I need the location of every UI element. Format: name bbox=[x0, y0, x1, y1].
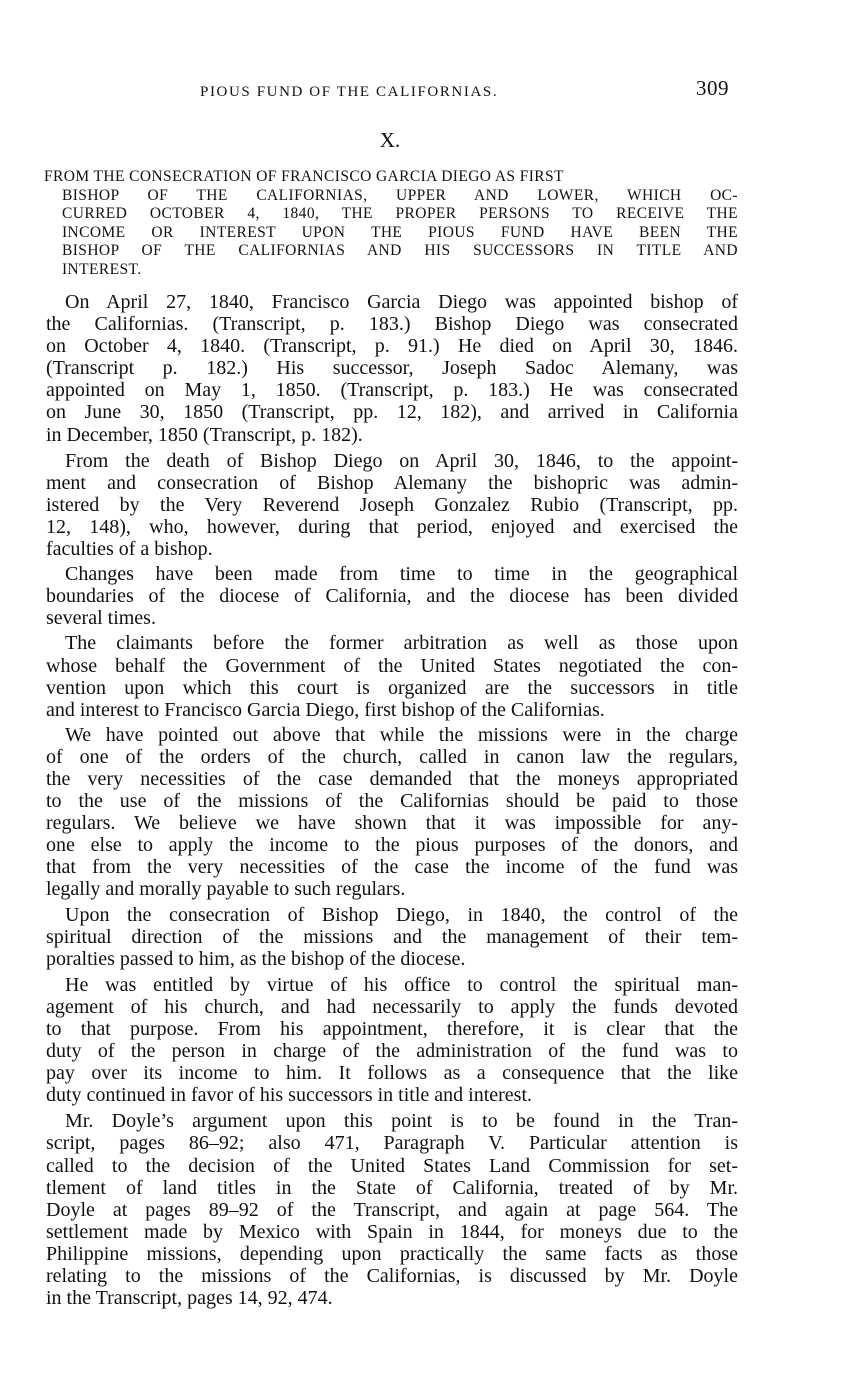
paragraph-line: in the Transcript, pages 14, 92, 474. bbox=[46, 1287, 333, 1310]
paragraph-line: Upon the consecration of Bishop Diego, in 1840, the control of the bbox=[65, 903, 738, 926]
paragraph-line: on June 30, 1850 (Transcript, pp. 12, 182), and arrived in California bbox=[46, 401, 738, 424]
paragraph-line: to the use of the missions of the Californias should be paid to those bbox=[46, 790, 738, 813]
paragraph-line: the Californias. (Transcript, p. 183.) Bishop Diego was consecrated bbox=[46, 313, 738, 336]
paragraph-line: On April 27, 1840, Francisco Garcia Diego was appointed bishop of bbox=[65, 291, 738, 313]
paragraph bbox=[46, 1110, 738, 1309]
heading-line: BISHOP OF THE CALIFORNIAS, UPPER AND LOWER, WHICH OC- bbox=[62, 186, 738, 204]
paragraph bbox=[46, 563, 738, 629]
paragraph-line: The claimants before the former arbitration as well as those upon bbox=[65, 632, 738, 655]
paragraph-line: regulars. We believe we have shown that it was impossible for any- bbox=[46, 812, 738, 835]
paragraph-line: called to the decision of the United States Land Commission for set- bbox=[46, 1154, 738, 1177]
paragraph bbox=[46, 974, 738, 1107]
heading-line: CURRED OCTOBER 4, 1840, THE PROPER PERSONS TO RECEIVE THE bbox=[62, 205, 738, 223]
paragraph-line: boundaries of the diocese of California, and the diocese has been divided bbox=[46, 585, 738, 608]
paragraph-line: several times. bbox=[46, 607, 156, 630]
paragraph bbox=[46, 291, 738, 446]
paragraph-line: duty continued in favor of his successors in title and interest. bbox=[46, 1084, 533, 1107]
paragraph bbox=[46, 632, 738, 720]
running-head: PIOUS FUND OF THE CALIFORNIAS. bbox=[200, 84, 499, 100]
paragraph-line: of one of the orders of the church, called in canon law the regulars, bbox=[46, 745, 738, 768]
paragraph-line: on October 4, 1840. (Transcript, p. 91.) He died on April 30, 1846. bbox=[46, 335, 738, 358]
paragraph-line: duty of the person in charge of the administration of the fund was to bbox=[46, 1040, 738, 1063]
body-text bbox=[46, 291, 738, 1309]
heading-line: BISHOP OF THE CALIFORNIAS AND HIS SUCCESSORS IN TITLE AND bbox=[62, 242, 738, 260]
paragraph-line: faculties of a bishop. bbox=[46, 538, 213, 561]
section-number: X. bbox=[379, 128, 401, 152]
paragraph-line: tlement of land titles in the State of California, treated of by Mr. bbox=[46, 1176, 738, 1199]
paragraph-line: settlement made by Mexico with Spain in 1844, for moneys due to the bbox=[46, 1220, 738, 1243]
paragraph bbox=[46, 724, 738, 901]
paragraph bbox=[46, 904, 738, 970]
paragraph-line: whose behalf the Government of the United States negotiated the con- bbox=[46, 654, 738, 677]
paragraph-line: Philippine missions, depending upon practically the same facts as those bbox=[46, 1242, 738, 1265]
paragraph-line: that from the very necessities of the case the income of the fund was bbox=[46, 856, 738, 879]
heading-line: INCOME OR INTEREST UPON THE PIOUS FUND HAVE BEEN THE bbox=[62, 223, 738, 241]
paragraph-line: From the death of Bishop Diego on April 30, 1846, to the appoint- bbox=[65, 449, 738, 472]
paragraph-line: (Transcript p. 182.) His successor, Joseph Sadoc Alemany, was bbox=[46, 357, 738, 380]
paragraph-line: in December, 1850 (Transcript, p. 182). bbox=[46, 423, 363, 446]
paragraph-line: one else to apply the income to the pious purposes of the donors, and bbox=[46, 834, 738, 857]
paragraph-line: script, pages 86–92; also 471, Paragraph V. Particular attention is bbox=[46, 1132, 738, 1155]
paragraph-line: vention upon which this court is organized are the successors in title bbox=[46, 676, 738, 699]
section-heading bbox=[44, 168, 738, 280]
paragraph-line: ment and consecration of Bishop Alemany the bishopric was admin- bbox=[46, 471, 738, 494]
heading-line: INTEREST. bbox=[62, 260, 142, 278]
paragraph-line: the very necessities of the case demanded that the moneys appropriated bbox=[46, 767, 738, 790]
paragraph-line: He was entitled by virtue of his office to control the spiritual man- bbox=[65, 973, 738, 996]
paragraph-line: poralties passed to him, as the bishop of the diocese. bbox=[46, 947, 466, 970]
paragraph-line: istered by the Very Reverend Joseph Gonzalez Rubio (Transcript, pp. bbox=[46, 493, 738, 516]
paragraph-line: Doyle at pages 89–92 of the Transcript, and again at page 564. The bbox=[46, 1198, 738, 1221]
page-number: 309 bbox=[696, 76, 729, 100]
paragraph-line: relating to the missions of the Californias, is discussed by Mr. Doyle bbox=[46, 1265, 738, 1288]
paragraph-line: We have pointed out above that while the missions were in the charge bbox=[65, 723, 738, 746]
paragraph-line: and interest to Francisco Garcia Diego, first bishop of the Californias. bbox=[46, 698, 605, 721]
paragraph-line: Changes have been made from time to time in the geographical bbox=[65, 563, 738, 586]
paragraph-line: appointed on May 1, 1850. (Transcript, p. 183.) He was consecrated bbox=[46, 379, 738, 402]
paragraph-line: pay over its income to him. It follows as a consequence that the like bbox=[46, 1062, 738, 1085]
paragraph-line: 12, 148), who, however, during that period, enjoyed and exercised the bbox=[46, 515, 738, 538]
heading-line: FROM THE CONSECRATION OF FRANCISCO GARCIA DIEGO AS FIRST bbox=[44, 168, 564, 185]
paragraph-line: Mr. Doyle’s argument upon this point is to be found in the Tran- bbox=[65, 1110, 738, 1133]
paragraph-line: to that purpose. From his appointment, therefore, it is clear that the bbox=[46, 1018, 738, 1040]
paragraph-line: spiritual direction of the missions and the management of their tem- bbox=[46, 925, 738, 948]
paragraph-line: legally and morally payable to such regulars. bbox=[46, 878, 406, 901]
paragraph-line: agement of his church, and had necessarily to apply the funds devoted bbox=[46, 995, 738, 1018]
paragraph bbox=[46, 450, 738, 560]
